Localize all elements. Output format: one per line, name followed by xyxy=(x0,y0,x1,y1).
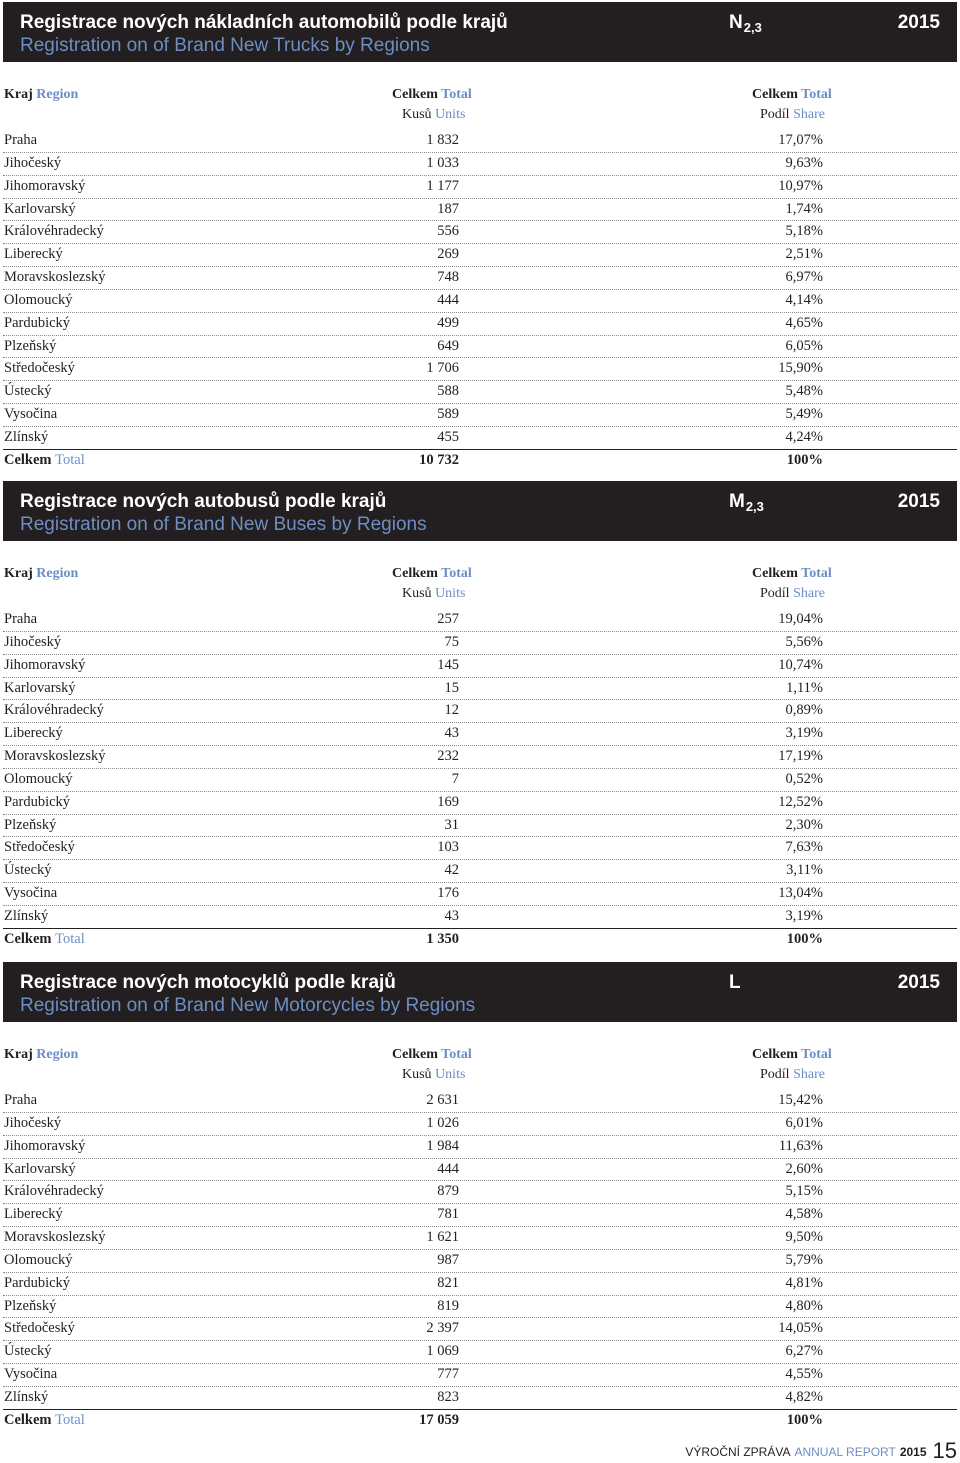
cell-region: Liberecký xyxy=(4,1206,63,1223)
cell-region: Liberecký xyxy=(4,725,63,742)
col-header-total2-en: Total xyxy=(801,87,832,102)
cell-region: Ústecký xyxy=(4,1343,52,1360)
cell-share: 5,56% xyxy=(785,633,823,650)
cell-region: Královéhradecký xyxy=(4,223,104,240)
trucks-table-section xyxy=(3,2,957,468)
footer-year: 2015 xyxy=(899,1445,927,1459)
table-body xyxy=(3,130,957,472)
cell-total-share: 100% xyxy=(786,930,823,947)
cell-units: 499 xyxy=(437,314,459,331)
cell-units: 821 xyxy=(437,1274,459,1291)
cell-region: Liberecký xyxy=(4,246,63,263)
cell-units: 187 xyxy=(437,200,459,217)
cell-share: 19,04% xyxy=(778,611,823,627)
cell-region: Jihočeský xyxy=(4,1114,62,1131)
table-body xyxy=(3,609,957,951)
cell-share: 5,79% xyxy=(785,1251,823,1268)
table-row xyxy=(3,381,957,404)
cell-units: 649 xyxy=(437,337,459,354)
cell-share: 5,48% xyxy=(785,383,823,400)
cell-share: 1,74% xyxy=(785,200,823,217)
cell-total-units: 1 350 xyxy=(426,930,459,947)
cell-units: 879 xyxy=(437,1183,459,1200)
table-row xyxy=(3,1227,957,1250)
cell-units: 15 xyxy=(444,679,459,696)
table-row xyxy=(3,655,957,678)
buses-table-section xyxy=(3,481,957,947)
cell-total-label xyxy=(4,1412,85,1429)
col-subheader-units xyxy=(402,1067,465,1083)
cell-units: 2 397 xyxy=(426,1320,459,1337)
cell-units: 1 069 xyxy=(426,1343,459,1360)
cell-units: 269 xyxy=(437,246,459,263)
table-row xyxy=(3,1204,957,1227)
cell-units: 1 177 xyxy=(426,177,459,194)
cell-share: 2,30% xyxy=(785,816,823,833)
col-header-total2-en: Total xyxy=(801,1047,832,1062)
cell-total-share: 100% xyxy=(786,451,823,468)
section-title-en: Registration on of Brand New Buses by Regions xyxy=(20,514,427,535)
cell-units: 819 xyxy=(437,1297,459,1314)
cell-units: 7 xyxy=(451,770,459,787)
table-row xyxy=(3,427,957,450)
cell-units: 43 xyxy=(444,907,459,924)
cell-share: 3,19% xyxy=(785,907,823,924)
cell-share: 6,27% xyxy=(785,1343,823,1360)
table-row xyxy=(3,290,957,313)
cell-units: 176 xyxy=(437,885,459,902)
cell-units: 43 xyxy=(444,725,459,742)
col-header-region xyxy=(4,1047,78,1063)
cell-share: 4,58% xyxy=(785,1206,823,1223)
cell-region: Jihomoravský xyxy=(4,1137,86,1154)
cell-share: 1,11% xyxy=(786,679,823,696)
vehicle-category xyxy=(729,12,762,34)
section-year: 2015 xyxy=(897,491,940,512)
cell-units: 257 xyxy=(437,611,459,627)
col-header-total-share xyxy=(752,87,832,103)
table-total-row xyxy=(3,1410,957,1432)
cell-share: 12,52% xyxy=(778,793,823,810)
cell-units: 12 xyxy=(444,702,459,719)
cell-units: 748 xyxy=(437,269,459,286)
cell-region: Jihomoravský xyxy=(4,177,86,194)
cell-share: 2,51% xyxy=(785,246,823,263)
cell-units: 1 033 xyxy=(426,154,459,171)
col-subheader-share-cz: Podíl xyxy=(760,586,790,601)
cell-region: Ústecký xyxy=(4,862,52,879)
col-header-total-share xyxy=(752,566,832,582)
section-title-cz: Registrace nových motocyklů podle krajů xyxy=(20,972,396,993)
cell-units: 1 984 xyxy=(426,1137,459,1154)
total-label-cz: Celkem xyxy=(4,451,52,468)
vehicle-category-sub: 2,3 xyxy=(745,499,764,514)
cell-units: 455 xyxy=(437,428,459,445)
cell-region: Jihočeský xyxy=(4,154,62,171)
total-label-cz: Celkem xyxy=(4,930,52,947)
cell-region: Ústecký xyxy=(4,383,52,400)
cell-region: Středočeský xyxy=(4,1320,75,1337)
motorcycles-table-section xyxy=(3,962,957,1428)
cell-share: 5,49% xyxy=(785,406,823,423)
col-header-total-cz: Celkem xyxy=(392,1047,438,1062)
cell-units: 1 706 xyxy=(426,360,459,377)
cell-share: 9,63% xyxy=(785,154,823,171)
cell-region: Zlínský xyxy=(4,907,49,924)
total-label-cz: Celkem xyxy=(4,1411,52,1428)
section-title-cz: Registrace nových nákladních automobilů podle krajů xyxy=(20,12,508,33)
table-row xyxy=(3,1273,957,1296)
col-subheader-share-en: Share xyxy=(793,586,825,601)
cell-region: Karlovarský xyxy=(4,200,76,217)
footer-report-en: ANNUAL REPORT xyxy=(794,1445,896,1459)
cell-region: Vysočina xyxy=(4,885,58,902)
table-row xyxy=(3,769,957,792)
col-header-total-en: Total xyxy=(441,566,472,581)
table-row xyxy=(3,153,957,176)
col-subheader-units-cz: Kusů xyxy=(402,107,432,122)
footer-report-cz: VÝROČNÍ ZPRÁVA xyxy=(685,1445,791,1459)
cell-share: 6,05% xyxy=(785,337,823,354)
cell-region: Karlovarský xyxy=(4,679,76,696)
cell-share: 10,74% xyxy=(778,656,823,673)
table-row xyxy=(3,267,957,290)
col-header-total2-en: Total xyxy=(801,566,832,581)
cell-share: 7,63% xyxy=(785,839,823,856)
col-header-total-units xyxy=(392,1047,472,1063)
table-row xyxy=(3,404,957,427)
cell-share: 6,01% xyxy=(785,1114,823,1131)
page-footer xyxy=(685,1436,957,1462)
section-title-cz: Registrace nových autobusů podle krajů xyxy=(20,491,387,512)
cell-share: 4,24% xyxy=(785,428,823,445)
cell-share: 15,90% xyxy=(778,360,823,377)
col-header-region xyxy=(4,87,78,103)
cell-units: 444 xyxy=(437,1160,459,1177)
cell-units: 588 xyxy=(437,383,459,400)
cell-region: Olomoucký xyxy=(4,291,73,308)
cell-total-units: 10 732 xyxy=(419,451,459,468)
col-header-region-en: Region xyxy=(36,566,79,581)
cell-region: Pardubický xyxy=(4,314,71,331)
section-year: 2015 xyxy=(897,12,940,33)
cell-units: 444 xyxy=(437,291,459,308)
table-row xyxy=(3,723,957,746)
col-subheader-share xyxy=(760,107,825,123)
total-label-en: Total xyxy=(55,930,85,947)
cell-units: 556 xyxy=(437,223,459,240)
table-body xyxy=(3,1090,957,1432)
cell-units: 1 832 xyxy=(426,132,459,148)
col-subheader-share xyxy=(760,1067,825,1083)
table-row xyxy=(3,1181,957,1204)
cell-units: 103 xyxy=(437,839,459,856)
table-row xyxy=(3,313,957,336)
table-row xyxy=(3,221,957,244)
cell-region: Vysočina xyxy=(4,1366,58,1383)
cell-share: 0,52% xyxy=(785,770,823,787)
cell-units: 145 xyxy=(437,656,459,673)
cell-region: Středočeský xyxy=(4,839,75,856)
table-row xyxy=(3,746,957,769)
vehicle-category-letter: M xyxy=(729,491,745,512)
col-subheader-units-en: Units xyxy=(435,1067,466,1082)
cell-region: Moravskoslezský xyxy=(4,748,106,765)
cell-share: 9,50% xyxy=(785,1229,823,1246)
vehicle-category-letter: N xyxy=(729,12,743,33)
cell-share: 3,11% xyxy=(786,862,823,879)
table-row xyxy=(3,1136,957,1159)
col-subheader-units-en: Units xyxy=(435,107,466,122)
cell-region: Zlínský xyxy=(4,1388,49,1405)
cell-units: 42 xyxy=(444,862,459,879)
col-subheader-share-cz: Podíl xyxy=(760,107,790,122)
table-row xyxy=(3,358,957,381)
cell-share: 17,07% xyxy=(778,132,823,148)
cell-region: Karlovarský xyxy=(4,1160,76,1177)
table-row xyxy=(3,1387,957,1410)
col-subheader-units-cz: Kusů xyxy=(402,586,432,601)
cell-share: 15,42% xyxy=(778,1092,823,1108)
section-year: 2015 xyxy=(897,972,940,993)
table-row xyxy=(3,199,957,222)
table-row xyxy=(3,336,957,359)
col-header-total-en: Total xyxy=(441,1047,472,1062)
table-row xyxy=(3,906,957,929)
col-header-total2-cz: Celkem xyxy=(752,1047,798,1062)
col-subheader-units-cz: Kusů xyxy=(402,1067,432,1082)
cell-total-label xyxy=(4,931,85,948)
table-row xyxy=(3,700,957,723)
table-row xyxy=(3,860,957,883)
cell-region: Olomoucký xyxy=(4,1251,73,1268)
cell-units: 589 xyxy=(437,406,459,423)
cell-units: 781 xyxy=(437,1206,459,1223)
cell-region: Jihočeský xyxy=(4,633,62,650)
vehicle-category xyxy=(729,491,764,513)
section-title-en: Registration on of Brand New Motorcycles by Regions xyxy=(20,995,476,1016)
cell-share: 13,04% xyxy=(778,885,823,902)
col-header-total-share xyxy=(752,1047,832,1063)
section-banner xyxy=(3,962,957,1022)
cell-share: 17,19% xyxy=(778,748,823,765)
table-row xyxy=(3,1341,957,1364)
section-banner xyxy=(3,481,957,541)
cell-region: Vysočina xyxy=(4,406,58,423)
col-subheader-units xyxy=(402,107,465,123)
col-subheader-units-en: Units xyxy=(435,586,466,601)
col-header-region-cz: Kraj xyxy=(4,566,33,581)
cell-region: Pardubický xyxy=(4,793,71,810)
cell-units: 31 xyxy=(444,816,459,833)
cell-units: 1 026 xyxy=(426,1114,459,1131)
col-header-total-cz: Celkem xyxy=(392,87,438,102)
table-total-row xyxy=(3,929,957,951)
cell-region: Olomoucký xyxy=(4,770,73,787)
cell-region: Praha xyxy=(4,611,38,627)
col-header-total2-cz: Celkem xyxy=(752,87,798,102)
cell-units: 987 xyxy=(437,1251,459,1268)
section-banner xyxy=(3,2,957,62)
col-subheader-share-en: Share xyxy=(793,1067,825,1082)
col-header-region-en: Region xyxy=(36,1047,79,1062)
cell-region: Plzeňský xyxy=(4,816,57,833)
table-row xyxy=(3,1296,957,1319)
col-header-region-en: Region xyxy=(36,87,79,102)
cell-share: 6,97% xyxy=(785,269,823,286)
cell-share: 5,18% xyxy=(785,223,823,240)
cell-total-share: 100% xyxy=(786,1411,823,1428)
table-row xyxy=(3,130,957,153)
cell-region: Plzeňský xyxy=(4,337,57,354)
cell-share: 4,55% xyxy=(785,1366,823,1383)
cell-share: 2,60% xyxy=(785,1160,823,1177)
cell-region: Moravskoslezský xyxy=(4,269,106,286)
cell-units: 75 xyxy=(444,633,459,650)
cell-share: 4,81% xyxy=(785,1274,823,1291)
total-label-en: Total xyxy=(55,451,85,468)
col-header-region xyxy=(4,566,78,582)
total-label-en: Total xyxy=(55,1411,85,1428)
col-subheader-share xyxy=(760,586,825,602)
cell-share: 0,89% xyxy=(785,702,823,719)
cell-share: 5,15% xyxy=(785,1183,823,1200)
table-row xyxy=(3,792,957,815)
cell-region: Moravskoslezský xyxy=(4,1229,106,1246)
cell-share: 10,97% xyxy=(778,177,823,194)
table-row xyxy=(3,244,957,267)
col-header-total-units xyxy=(392,566,472,582)
table-row xyxy=(3,1318,957,1341)
cell-total-units: 17 059 xyxy=(419,1411,459,1428)
table-row xyxy=(3,678,957,701)
col-header-total-cz: Celkem xyxy=(392,566,438,581)
cell-share: 11,63% xyxy=(778,1137,823,1154)
table-row xyxy=(3,609,957,632)
cell-region: Jihomoravský xyxy=(4,656,86,673)
vehicle-category-letter: L xyxy=(729,972,741,993)
cell-units: 1 621 xyxy=(426,1229,459,1246)
table-row xyxy=(3,176,957,199)
table-row xyxy=(3,1159,957,1182)
table-row xyxy=(3,1113,957,1136)
cell-units: 169 xyxy=(437,793,459,810)
col-subheader-share-en: Share xyxy=(793,107,825,122)
col-subheader-share-cz: Podíl xyxy=(760,1067,790,1082)
table-row xyxy=(3,1250,957,1273)
col-subheader-units xyxy=(402,586,465,602)
cell-region: Zlínský xyxy=(4,428,49,445)
cell-share: 4,80% xyxy=(785,1297,823,1314)
cell-region: Praha xyxy=(4,1092,38,1108)
table-row xyxy=(3,1364,957,1387)
cell-region: Pardubický xyxy=(4,1274,71,1291)
col-header-total2-cz: Celkem xyxy=(752,566,798,581)
cell-total-label xyxy=(4,452,85,469)
cell-share: 3,19% xyxy=(785,725,823,742)
cell-region: Královéhradecký xyxy=(4,1183,104,1200)
cell-share: 4,65% xyxy=(785,314,823,331)
col-header-region-cz: Kraj xyxy=(4,1047,33,1062)
cell-share: 4,14% xyxy=(785,291,823,308)
table-row xyxy=(3,1090,957,1113)
cell-region: Praha xyxy=(4,132,38,148)
table-row xyxy=(3,632,957,655)
col-header-region-cz: Kraj xyxy=(4,87,33,102)
table-row xyxy=(3,883,957,906)
vehicle-category xyxy=(729,972,742,994)
cell-region: Královéhradecký xyxy=(4,702,104,719)
col-header-total-units xyxy=(392,87,472,103)
cell-share: 14,05% xyxy=(778,1320,823,1337)
page-number: 15 xyxy=(932,1438,957,1463)
cell-units: 777 xyxy=(437,1366,459,1383)
section-title-en: Registration on of Brand New Trucks by Regions xyxy=(20,35,430,56)
table-row xyxy=(3,837,957,860)
cell-region: Plzeňský xyxy=(4,1297,57,1314)
table-total-row xyxy=(3,450,957,472)
cell-units: 232 xyxy=(437,748,459,765)
cell-share: 4,82% xyxy=(785,1388,823,1405)
cell-units: 823 xyxy=(437,1388,459,1405)
cell-region: Středočeský xyxy=(4,360,75,377)
table-row xyxy=(3,815,957,838)
col-header-total-en: Total xyxy=(441,87,472,102)
cell-units: 2 631 xyxy=(426,1092,459,1108)
vehicle-category-sub: 2,3 xyxy=(743,20,762,35)
